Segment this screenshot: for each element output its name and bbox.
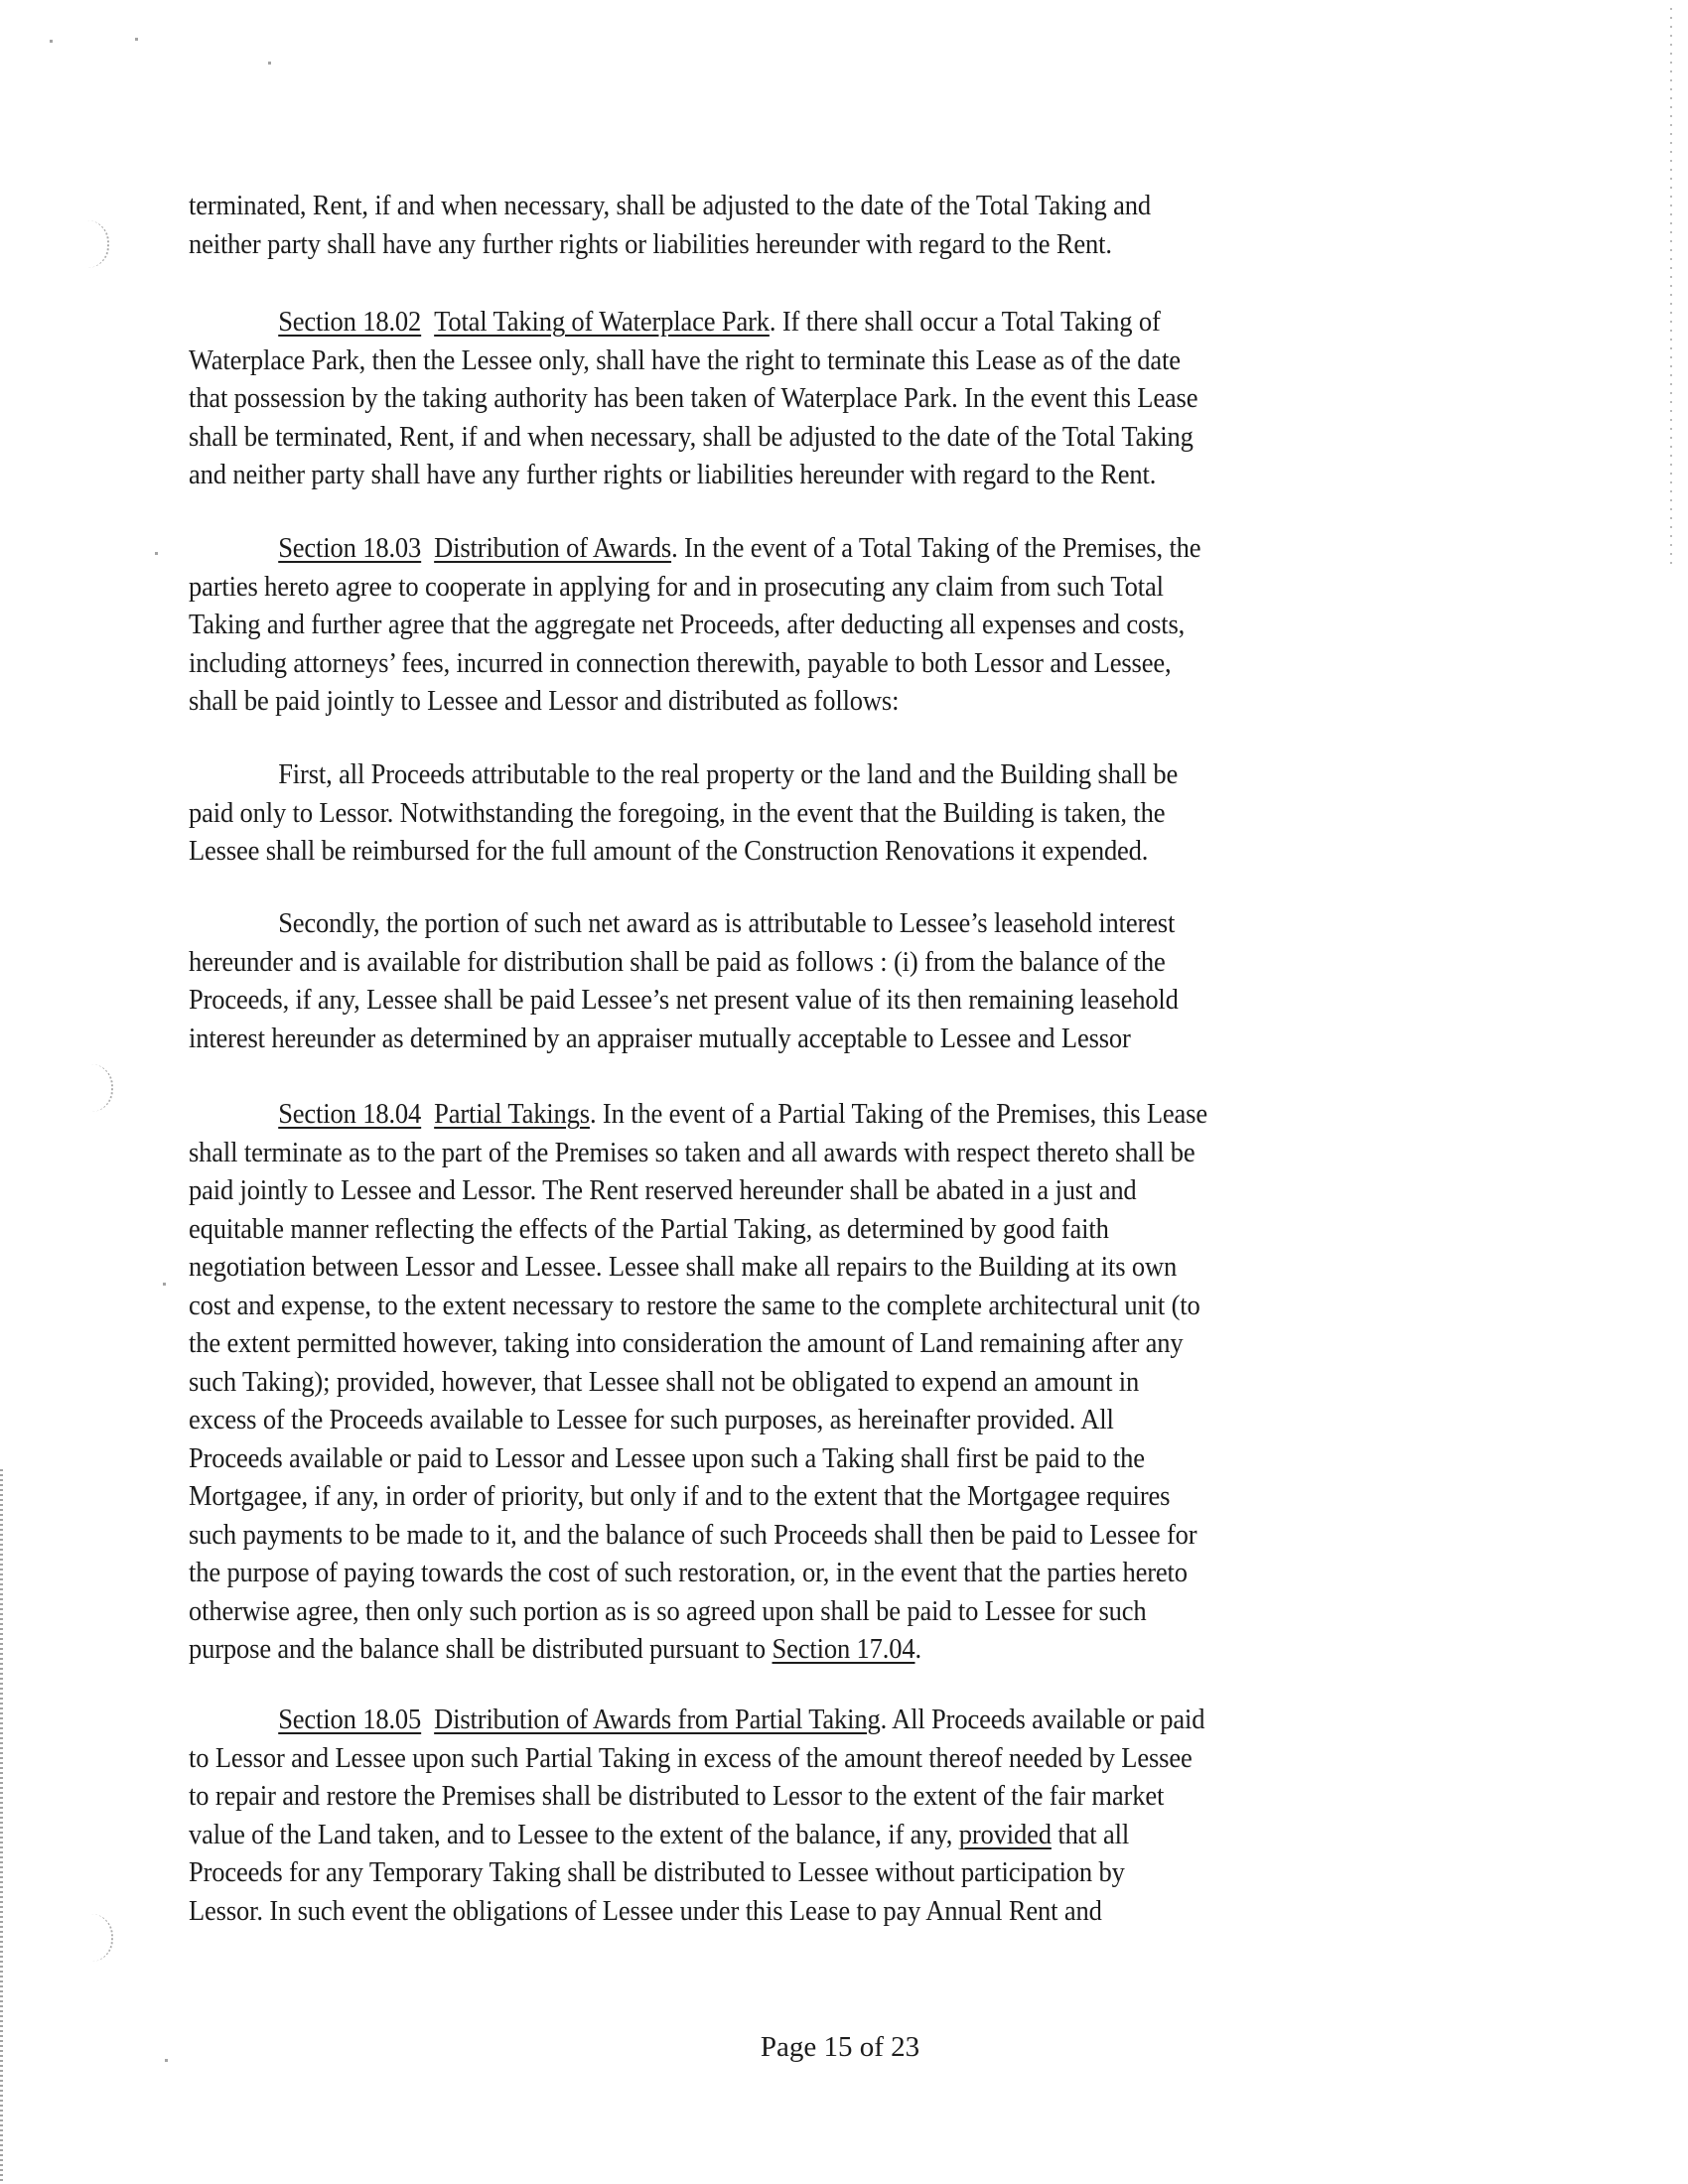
text-line: Waterplace Park, then the Lessee only, shall have the right to terminate this Lease as of the date xyxy=(189,344,1181,376)
text-line: interest hereunder as determined by an appraiser mutually acceptable to Lessee and Lessor xyxy=(189,1023,1131,1054)
text-line: to Lessor and Lessee upon such Partial Taking in excess of the amount thereof needed by Lessee xyxy=(189,1742,1193,1774)
section-18-05 xyxy=(189,1702,1389,1968)
text-line: the purpose of paying towards the cost of such restoration, or, in the event that the parties hereto xyxy=(189,1558,1188,1588)
paragraph-continuation xyxy=(189,188,1389,264)
section-18-04 xyxy=(189,1096,1389,1706)
text-line: paid only to Lessor. Notwithstanding the foregoing, in the event that the Building is taken, the xyxy=(189,797,1166,829)
text-line: negotiation between Lessor and Lessee. Lessee shall make all repairs to the Building at its own xyxy=(189,1252,1178,1283)
section-number: Section 18.03 xyxy=(278,533,422,564)
section-18-03 xyxy=(189,530,1389,758)
text-line: shall be paid jointly to Lessee and Lessor and distributed as follows: xyxy=(189,686,900,717)
emphasized-term: provided xyxy=(958,1819,1052,1850)
text-line: cost and expense, to the extent necessary to restore the same to the complete architectural unit (to xyxy=(189,1290,1200,1321)
scan-speck xyxy=(268,62,271,65)
text-line: parties hereto agree to cooperate in applying for and in prosecuting any claim from such Total xyxy=(189,571,1164,603)
scan-speck xyxy=(155,552,158,555)
text-line: Lessor. In such event the obligations of Lessee under this Lease to pay Annual Rent and xyxy=(189,1895,1102,1927)
body-text xyxy=(189,188,1389,301)
paragraph-secondly xyxy=(189,905,1389,1095)
section-number: Section 18.02 xyxy=(278,307,422,338)
text-line: neither party shall have any further rights or liabilities hereunder with regard to the Rent. xyxy=(189,228,1112,260)
text-line: hereunder and is available for distribution shall be paid as follows : (i) from the balance of the xyxy=(189,946,1166,978)
section-cross-reference: Section 17.04 xyxy=(772,1634,915,1665)
text-line: paid jointly to Lessee and Lessor. The Rent reserved hereunder shall be abated in a just and xyxy=(189,1175,1137,1206)
text-line: equitable manner reflecting the effects of the Partial Taking, as determined by good faith xyxy=(189,1213,1109,1245)
text-fragment: that all xyxy=(1051,1819,1130,1850)
hole-punch-mark xyxy=(91,1064,113,1112)
text-line: First, all Proceeds attributable to the real property or the land and the Building shall be xyxy=(278,759,1179,790)
text-line: such payments to be made to it, and the balance of such Proceeds shall then be paid to Lessee for xyxy=(189,1519,1197,1551)
section-number: Section 18.05 xyxy=(278,1705,422,1735)
section-18-02 xyxy=(189,304,1389,532)
text-line: Proceeds for any Temporary Taking shall be distributed to Lessee without participation by xyxy=(189,1857,1125,1888)
section-title: Distribution of Awards xyxy=(434,533,672,564)
scan-speck xyxy=(163,1283,166,1286)
text-line: otherwise agree, then only such portion as is so agreed upon shall be paid to Lessee for such xyxy=(189,1595,1147,1627)
text-fragment: value of the Land taken, and to Lessee to the extent of the balance, if any, xyxy=(189,1819,959,1850)
text-line: and neither party shall have any further rights or liabilities hereunder with regard to the Rent. xyxy=(189,460,1157,490)
scan-speck xyxy=(50,40,53,43)
text-fragment: purpose and the balance shall be distributed pursuant to xyxy=(189,1634,773,1665)
text-line: the extent permitted however, taking into consideration the amount of Land remaining after any xyxy=(189,1328,1184,1359)
text-fragment: . In the event of a Total Taking of the Premises, the xyxy=(671,533,1201,564)
text-line: shall terminate as to the part of the Premises so taken and all awards with respect thereto shall be xyxy=(189,1137,1196,1168)
text-line: that possession by the taking authority has been taken of Waterplace Park. In the event this Lease xyxy=(189,383,1198,414)
text-line: shall be terminated, Rent, if and when necessary, shall be adjusted to the date of the Total Taking xyxy=(189,421,1194,453)
page-number: Page 15 of 23 xyxy=(760,2031,920,2063)
text-fragment: . All Proceeds available or paid xyxy=(880,1705,1205,1735)
text-fragment: . xyxy=(914,1634,921,1665)
text-line: terminated, Rent, if and when necessary, shall be adjusted to the date of the Total Taking and xyxy=(189,191,1151,221)
text-line: Secondly, the portion of such net award as is attributable to Lessee’s leasehold interest xyxy=(278,908,1176,939)
text-line: Taking and further agree that the aggregate net Proceeds, after deducting all expenses and costs, xyxy=(189,610,1186,640)
hole-punch-mark xyxy=(91,1914,113,1962)
text-line: Lessee shall be reimbursed for the full amount of the Construction Renovations it expended. xyxy=(189,836,1149,867)
section-number: Section 18.04 xyxy=(278,1099,422,1130)
section-title: Distribution of Awards from Partial Taking xyxy=(434,1705,881,1735)
text-line: Proceeds available or paid to Lessor and Lessee upon such a Taking shall first be paid to the xyxy=(189,1442,1145,1474)
scan-edge-artifact-right xyxy=(1670,8,1672,564)
text-fragment: . In the event of a Partial Taking of the Premises, this Lease xyxy=(589,1099,1207,1130)
text-line: including attorneys’ fees, incurred in connection therewith, payable to both Lessor and Lessee, xyxy=(189,647,1172,679)
scan-edge-artifact-left xyxy=(0,1469,3,2184)
text-line: Mortgagee, if any, in order of priority, but only if and to the extent that the Mortgagee requires xyxy=(189,1481,1171,1512)
section-title: Partial Takings xyxy=(434,1099,590,1130)
scan-speck xyxy=(135,38,138,41)
text-line: Proceeds, if any, Lessee shall be paid Lessee’s net present value of its then remaining leasehold xyxy=(189,985,1179,1016)
section-title: Total Taking of Waterplace Park xyxy=(434,307,770,338)
text-line: such Taking); provided, however, that Lessee shall not be obligated to expend an amount in xyxy=(189,1366,1140,1398)
hole-punch-mark xyxy=(87,220,109,268)
text-fragment: . If there shall occur a Total Taking of xyxy=(769,307,1161,338)
text-line: excess of the Proceeds available to Lessee for such purposes, as hereinafter provided. All xyxy=(189,1405,1114,1435)
paragraph-first xyxy=(189,756,1389,908)
text-line: to repair and restore the Premises shall be distributed to Lessor to the extent of the fair market xyxy=(189,1781,1165,1812)
